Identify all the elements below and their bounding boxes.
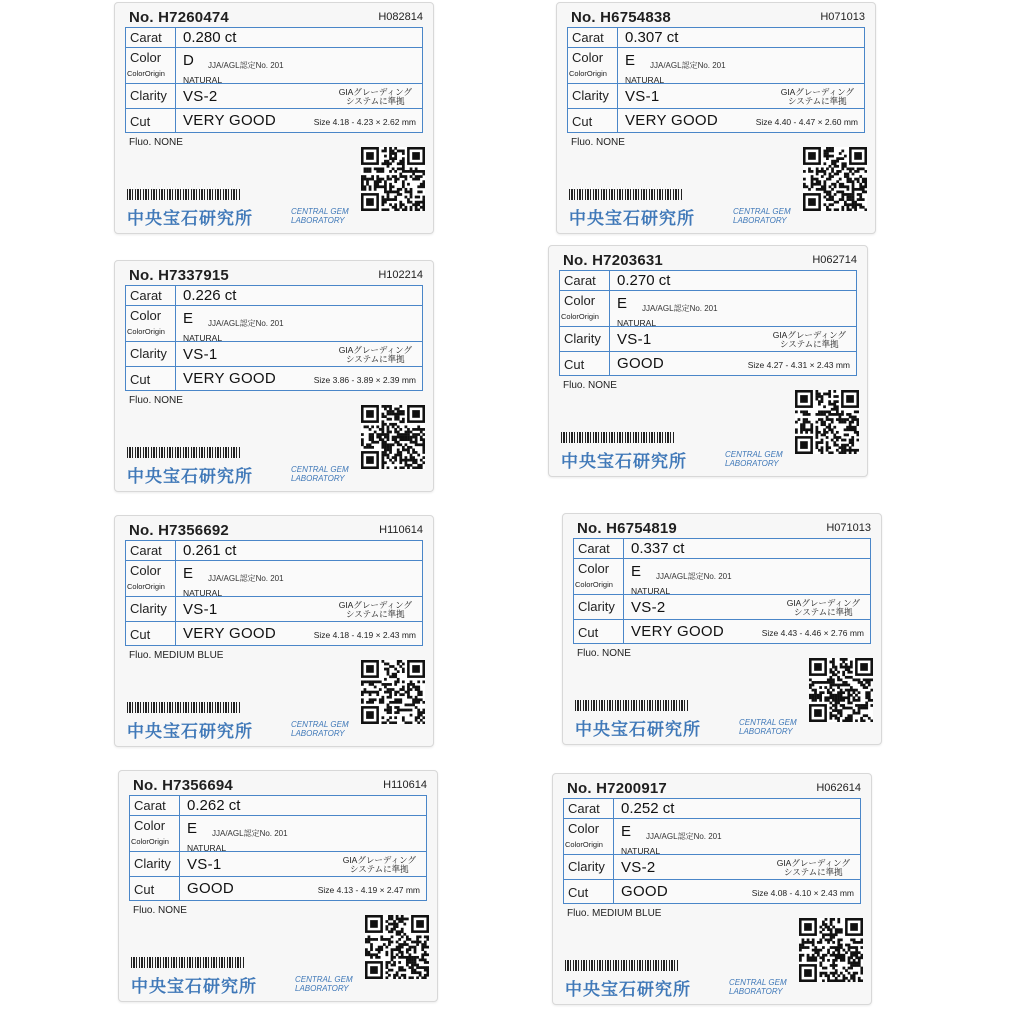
cut-label: Cut [568,885,589,900]
row-divider [564,818,860,819]
report-number: No. H6754838 [571,9,671,26]
row-divider [574,594,870,595]
report-code: H102214 [378,269,423,281]
gia-note [339,346,412,364]
color-origin-value: NATURAL [621,846,661,856]
gia-note [787,599,860,617]
gia-note [343,856,416,874]
color-origin-label: ColorOrigin [131,837,169,846]
gia-note-line1: GIAグレーディング [780,87,854,97]
row-divider [574,619,870,620]
report-code: H082814 [378,11,423,23]
carat-label: Carat [568,801,600,816]
color-origin-label: ColorOrigin [565,840,603,849]
clarity-label: Clarity [578,599,615,614]
grading-card-8 [552,773,872,1005]
size-measurement: Size 4.40 - 4.47 × 2.60 mm [755,117,858,127]
report-number: No. H7356692 [129,522,229,539]
barcode-icon [565,960,679,971]
cut-grade: VERY GOOD [625,112,719,129]
report-number: No. H6754819 [577,520,677,537]
clarity-grade: VS-1 [617,331,652,348]
certification-note: JJA/AGL認定No. 201 [642,304,718,313]
clarity-label: Clarity [130,88,167,103]
fluorescence: Fluo. NONE [129,395,183,406]
report-code: H071013 [820,11,865,23]
barcode-icon [127,702,241,713]
fluorescence: Fluo. MEDIUM BLUE [129,650,224,661]
lab-logo: 中央宝石研究所 [565,980,691,999]
color-origin-label: ColorOrigin [127,582,165,591]
row-divider [568,108,864,109]
gia-note-line1: GIAグレーディング [338,600,412,610]
size-measurement: Size 4.13 - 4.19 × 2.47 mm [317,885,420,895]
lab-name-en [739,718,797,736]
gia-note-line1: GIAグレーディング [338,87,412,97]
lab-name-en-line2: LABORATORY [733,216,787,225]
report-number: No. H7203631 [563,252,663,269]
color-origin-label: ColorOrigin [569,69,607,78]
lab-name-en [725,450,783,468]
cut-label: Cut [564,357,585,372]
gia-note-line1: GIAグレーディング [786,598,860,608]
grading-table [129,795,427,901]
row-divider [126,341,422,342]
clarity-label: Clarity [564,331,601,346]
color-label: Color [130,563,162,578]
grading-table [563,798,861,904]
lab-name-en-line1: CENTRAL GEM [725,450,783,459]
gia-note-line2: システムに準拠 [784,867,843,877]
gia-note-line2: システムに準拠 [780,339,839,349]
color-origin-value: NATURAL [617,318,657,328]
qr-code-icon [803,147,867,211]
qr-code-icon [365,915,429,979]
gia-note [781,88,854,106]
gia-note-line2: システムに準拠 [346,96,405,106]
carat-value: 0.262 ct [187,797,241,814]
gia-note [339,601,412,619]
carat-value: 0.280 ct [183,29,237,46]
grading-card-3 [114,260,434,492]
barcode-icon [575,700,689,711]
color-label: Color [130,50,162,65]
row-divider [568,83,864,84]
row-divider [564,854,860,855]
lab-name-en-line1: CENTRAL GEM [291,207,349,216]
gia-note-line2: システムに準拠 [346,609,405,619]
report-number: No. H7200917 [567,780,667,797]
color-grade: E [625,52,636,69]
row-divider [126,305,422,306]
certification-note: JJA/AGL認定No. 201 [208,319,284,328]
qr-code-icon [795,390,859,454]
grading-card-2 [556,2,876,234]
grading-card-6 [562,513,882,745]
cut-grade: VERY GOOD [631,623,725,640]
row-divider [126,560,422,561]
row-divider [564,879,860,880]
size-measurement: Size 4.43 - 4.46 × 2.76 mm [761,628,864,638]
carat-label: Carat [130,30,162,45]
color-origin-value: NATURAL [625,75,665,85]
lab-name-en [729,978,787,996]
gia-note-line2: システムに準拠 [788,96,847,106]
clarity-label: Clarity [568,859,605,874]
lab-logo: 中央宝石研究所 [127,209,253,228]
lab-name-en-line1: CENTRAL GEM [733,207,791,216]
report-code: H062714 [812,254,857,266]
qr-code-icon [361,147,425,211]
size-measurement: Size 4.18 - 4.19 × 2.43 mm [313,630,416,640]
fluorescence: Fluo. NONE [577,648,631,659]
gia-note-line1: GIAグレーディング [338,345,412,355]
gia-note-line1: GIAグレーディング [776,858,850,868]
gia-note-line2: システムに準拠 [794,607,853,617]
barcode-icon [569,189,683,200]
cut-grade: VERY GOOD [183,625,277,642]
color-origin-value: NATURAL [631,586,671,596]
cut-grade: VERY GOOD [183,370,277,387]
gia-note [339,88,412,106]
row-divider [560,326,856,327]
gia-note-line2: システムに準拠 [350,864,409,874]
lab-name-en-line2: LABORATORY [295,984,349,993]
clarity-label: Clarity [134,856,171,871]
gia-note-line2: システムに準拠 [346,354,405,364]
carat-label: Carat [130,288,162,303]
lab-logo: 中央宝石研究所 [575,720,701,739]
clarity-grade: VS-1 [183,346,218,363]
fluorescence: Fluo. MEDIUM BLUE [567,908,662,919]
cut-grade: VERY GOOD [183,112,277,129]
carat-value: 0.226 ct [183,287,237,304]
clarity-label: Clarity [572,88,609,103]
grading-table [559,270,857,376]
carat-label: Carat [578,541,610,556]
report-number: No. H7337915 [129,267,229,284]
report-code: H062614 [816,782,861,794]
clarity-label: Clarity [130,346,167,361]
row-divider [130,851,426,852]
fluorescence: Fluo. NONE [563,380,617,391]
barcode-icon [131,957,245,968]
color-origin-value: NATURAL [183,75,223,85]
lab-name-en-line2: LABORATORY [291,216,345,225]
lab-logo: 中央宝石研究所 [131,977,257,996]
color-origin-label: ColorOrigin [575,580,613,589]
gia-note-line1: GIAグレーディング [342,855,416,865]
lab-name-en [295,975,353,993]
size-measurement: Size 4.18 - 4.23 × 2.62 mm [313,117,416,127]
color-origin-value: NATURAL [183,333,223,343]
qr-code-icon [361,660,425,724]
color-origin-value: NATURAL [183,588,223,598]
grading-table [125,285,423,391]
row-divider [126,108,422,109]
row-divider [130,876,426,877]
carat-value: 0.252 ct [621,800,675,817]
gia-note [777,859,850,877]
row-divider [126,47,422,48]
grading-card-1 [114,2,434,234]
grading-table [567,27,865,133]
clarity-grade: VS-1 [183,601,218,618]
lab-name-en-line2: LABORATORY [739,727,793,736]
cut-label: Cut [572,114,593,129]
size-measurement: Size 4.08 - 4.10 × 2.43 mm [751,888,854,898]
cut-label: Cut [130,627,151,642]
carat-label: Carat [130,543,162,558]
color-label: Color [130,308,162,323]
cut-grade: GOOD [617,355,665,372]
certification-note: JJA/AGL認定No. 201 [208,61,284,70]
color-label: Color [572,50,604,65]
lab-name-en [733,207,791,225]
lab-name-en-line1: CENTRAL GEM [295,975,353,984]
clarity-grade: VS-1 [187,856,222,873]
size-measurement: Size 4.27 - 4.31 × 2.43 mm [747,360,850,370]
certification-note: JJA/AGL認定No. 201 [212,829,288,838]
grading-card-5 [114,515,434,747]
lab-name-en-line1: CENTRAL GEM [291,465,349,474]
qr-code-icon [809,658,873,722]
color-origin-label: ColorOrigin [127,69,165,78]
clarity-grade: VS-1 [625,88,660,105]
color-grade: D [183,52,194,69]
fluorescence: Fluo. NONE [571,137,625,148]
color-origin-label: ColorOrigin [127,327,165,336]
color-label: Color [564,293,596,308]
row-divider [568,47,864,48]
gia-note [773,331,846,349]
carat-value: 0.307 ct [625,29,679,46]
report-number: No. H7260474 [129,9,229,26]
cut-grade: GOOD [621,883,669,900]
carat-value: 0.261 ct [183,542,237,559]
barcode-icon [127,189,241,200]
fluorescence: Fluo. NONE [133,905,187,916]
row-divider [560,351,856,352]
color-grade: E [617,295,628,312]
lab-name-en [291,465,349,483]
cut-label: Cut [130,114,151,129]
lab-name-en-line2: LABORATORY [291,474,345,483]
report-number: No. H7356694 [133,777,233,794]
report-code: H071013 [826,522,871,534]
cut-grade: GOOD [187,880,235,897]
grading-table [573,538,871,644]
report-code: H110614 [379,524,423,536]
grading-card-7 [118,770,438,1002]
grading-table [125,27,423,133]
size-measurement: Size 3.86 - 3.89 × 2.39 mm [313,375,416,385]
row-divider [126,596,422,597]
carat-label: Carat [572,30,604,45]
row-divider [130,815,426,816]
color-grade: E [631,563,642,580]
clarity-grade: VS-2 [183,88,218,105]
clarity-grade: VS-2 [631,599,666,616]
lab-name-en-line1: CENTRAL GEM [291,720,349,729]
certification-note: JJA/AGL認定No. 201 [656,572,732,581]
clarity-label: Clarity [130,601,167,616]
lab-name-en-line2: LABORATORY [291,729,345,738]
cut-label: Cut [578,625,599,640]
row-divider [574,558,870,559]
clarity-grade: VS-2 [621,859,656,876]
lab-name-en-line1: CENTRAL GEM [729,978,787,987]
lab-logo: 中央宝石研究所 [127,722,253,741]
qr-code-icon [799,918,863,982]
color-label: Color [134,818,166,833]
lab-logo: 中央宝石研究所 [561,452,687,471]
color-grade: E [183,565,194,582]
lab-name-en-line1: CENTRAL GEM [739,718,797,727]
certification-note: JJA/AGL認定No. 201 [646,832,722,841]
lab-name-en [291,207,349,225]
color-grade: E [621,823,632,840]
row-divider [560,290,856,291]
lab-logo: 中央宝石研究所 [127,467,253,486]
color-label: Color [568,821,600,836]
carat-value: 0.270 ct [617,272,671,289]
report-code: H110614 [383,779,427,791]
carat-label: Carat [134,798,166,813]
carat-label: Carat [564,273,596,288]
lab-name-en [291,720,349,738]
barcode-icon [561,432,675,443]
color-grade: E [187,820,198,837]
row-divider [126,83,422,84]
lab-name-en-line2: LABORATORY [725,459,779,468]
gia-note-line1: GIAグレーディング [772,330,846,340]
fluorescence: Fluo. NONE [129,137,183,148]
cut-label: Cut [130,372,151,387]
row-divider [126,621,422,622]
row-divider [126,366,422,367]
qr-code-icon [361,405,425,469]
lab-name-en-line2: LABORATORY [729,987,783,996]
carat-value: 0.337 ct [631,540,685,557]
certification-note: JJA/AGL認定No. 201 [208,574,284,583]
cut-label: Cut [134,882,155,897]
grading-card-4 [548,245,868,477]
color-label: Color [578,561,610,576]
grading-table [125,540,423,646]
color-origin-label: ColorOrigin [561,312,599,321]
certification-note: JJA/AGL認定No. 201 [650,61,726,70]
color-grade: E [183,310,194,327]
lab-logo: 中央宝石研究所 [569,209,695,228]
barcode-icon [127,447,241,458]
color-origin-value: NATURAL [187,843,227,853]
